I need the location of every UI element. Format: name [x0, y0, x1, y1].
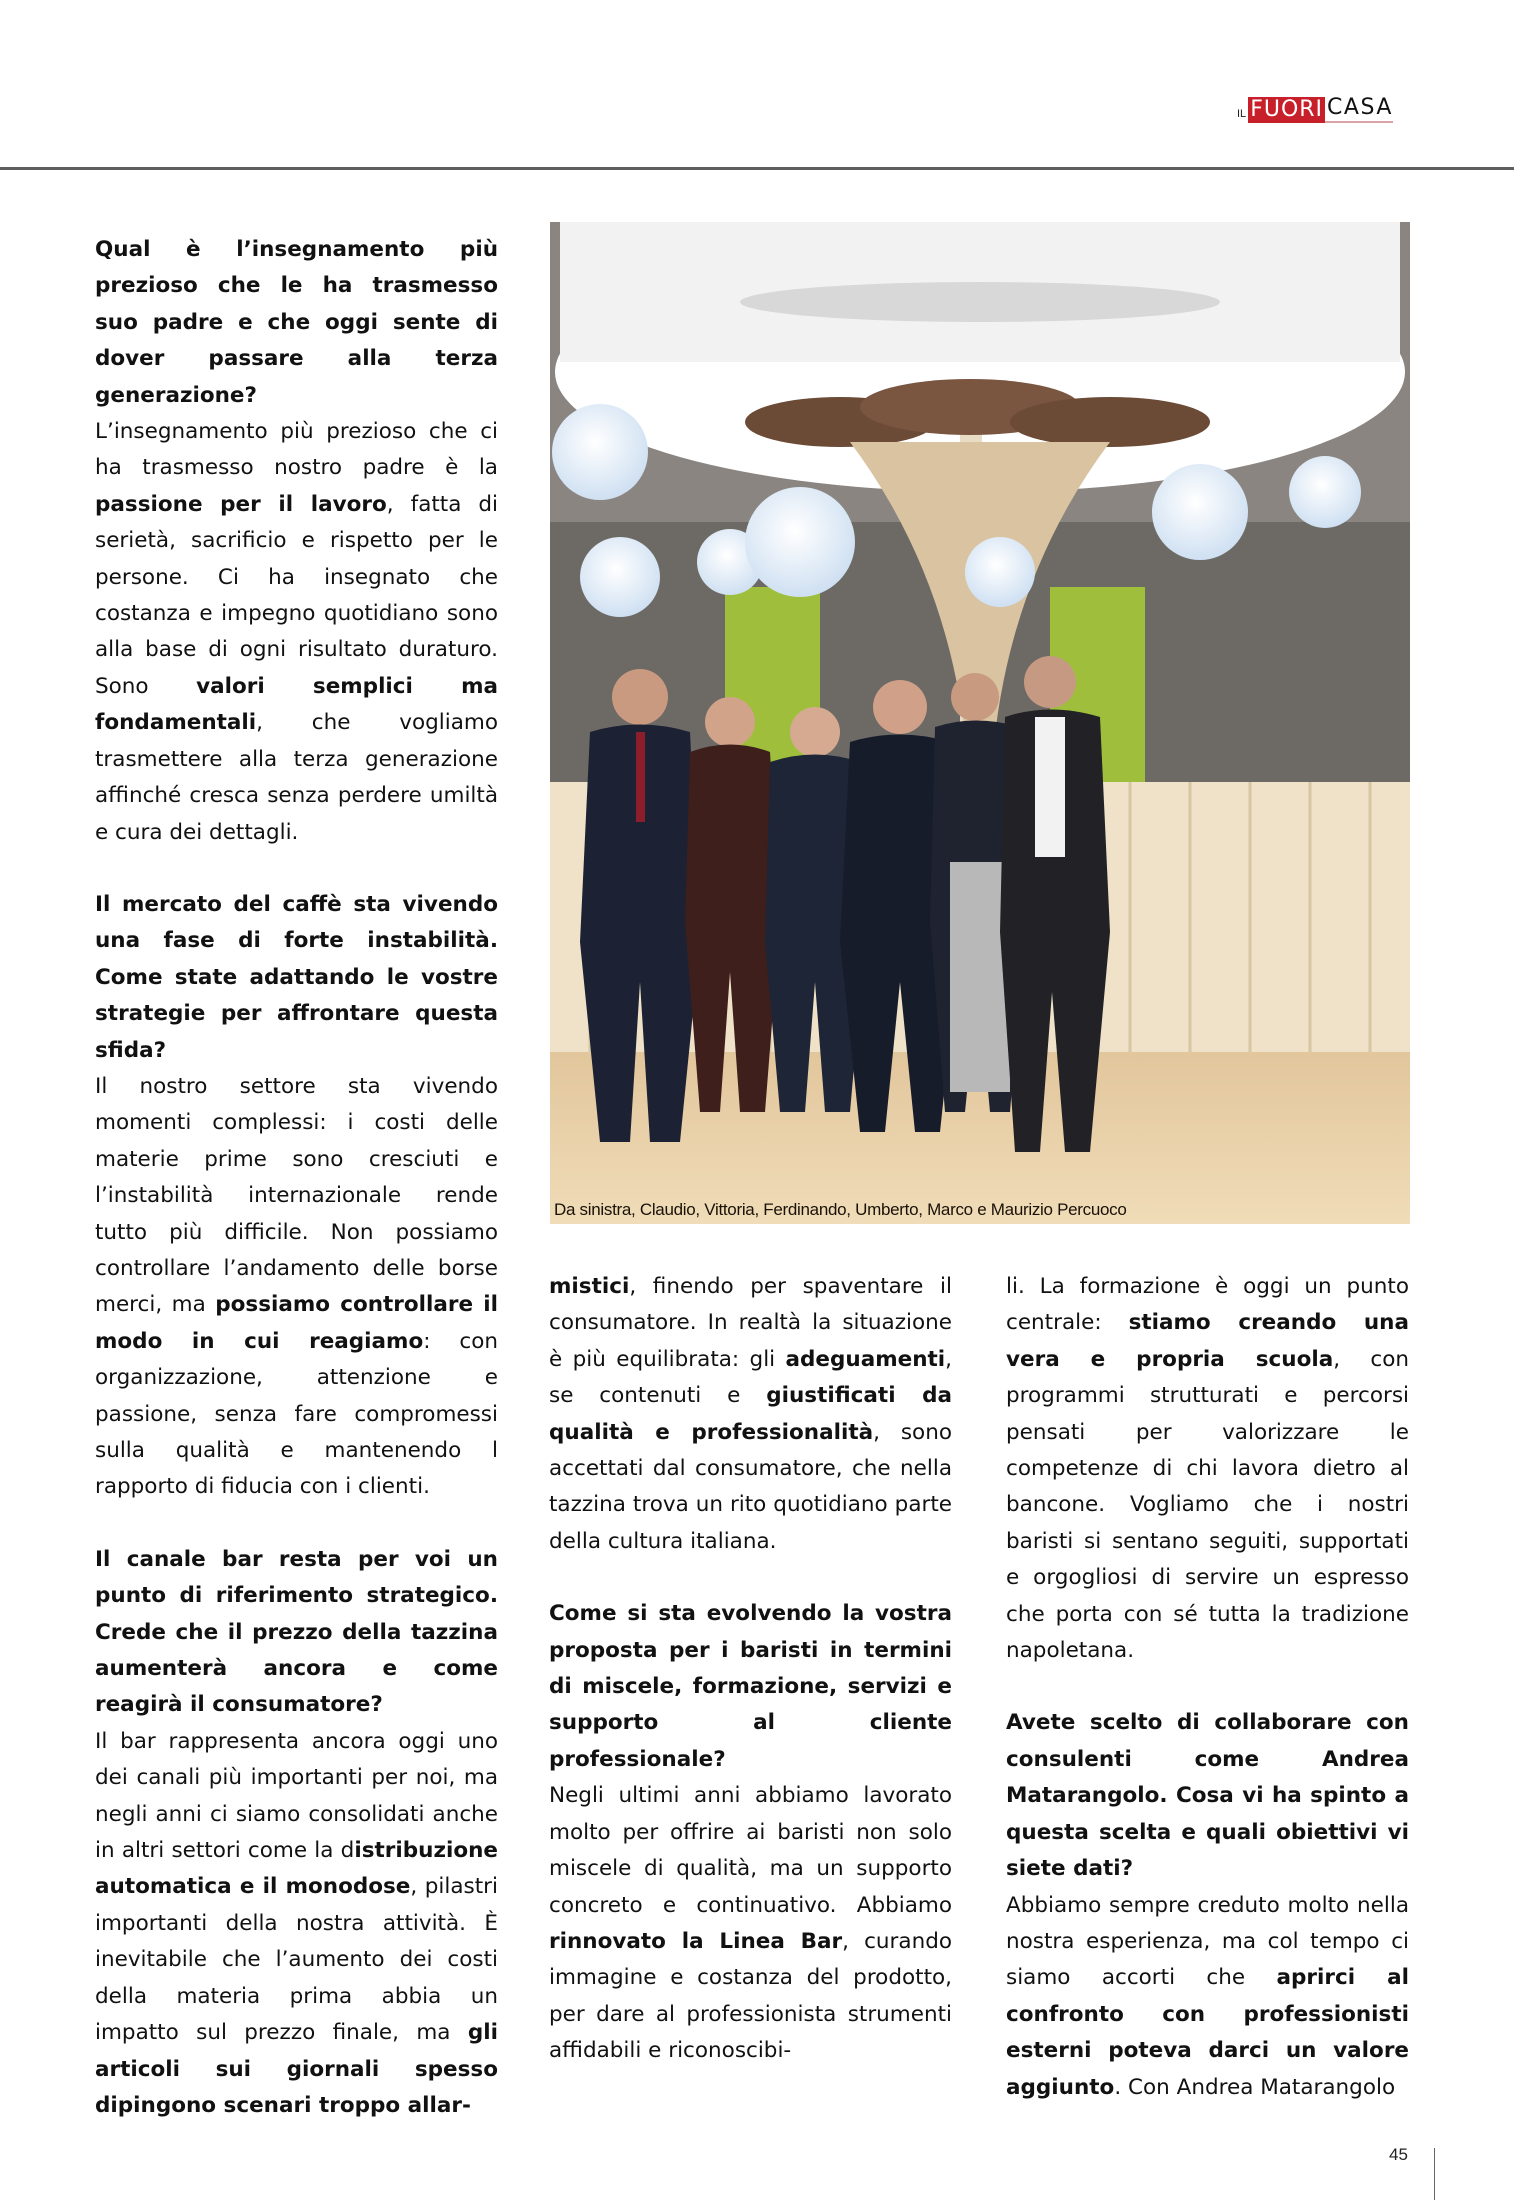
answer-1 — [95, 414, 498, 851]
answer-text: Il nostro settore sta vivendo momenti complessi: i costi delle materie prime sono cresciuti e l’instabilità internazionale rende tutto più difficile. Non possiamo controllare l’andamento delle borse merci, ma — [95, 1073, 498, 1318]
answer-highlight: stiamo creando una vera e propria scuola — [1006, 1310, 1409, 1372]
answer-text: , sono accettati dal consumatore, che nella tazzina trova un rito quotidiano parte della cultura italiana. — [549, 1419, 952, 1554]
question-4: Come si sta evolvendo la vostra proposta per i baristi in termini di miscele, formazione, servizi e supporto al cliente professionale? — [549, 1601, 952, 1772]
question-1: Qual è l’insegnamento più prezioso che le ha trasmesso suo padre e che oggi sente di dover passare alla terza generazione? — [95, 237, 498, 408]
answer-highlight: gli articoli sui giornali spesso dipingono scenari troppo allar- — [95, 2020, 498, 2118]
answer-5 — [1006, 1888, 1409, 2106]
answer-text: , se contenuti e — [549, 1346, 952, 1409]
answer-highlight: mistici — [549, 1274, 630, 1299]
answer-text: , con programmi strutturati e percorsi pensati per valorizzare le competenze di chi lavora dietro al bancone. Vogliamo che i nostri baristi si sentano seguiti, supportati e orgogliosi di servire un espresso che porta con sé tutta la tradizione napoletana. — [1006, 1346, 1409, 1664]
question-3: Il canale bar resta per voi un punto di riferimento strategico. Crede che il prezzo della tazzina aumenterà ancora e come reagirà il consumatore? — [95, 1546, 498, 1718]
answer-highlight: adeguamenti — [785, 1346, 946, 1372]
answer-text: , fatta di serietà, sacrificio e rispetto per le persone. Ci ha insegnato che costanza e impegno quotidiano sono alla base di ogni risultato duraturo. Sono — [95, 491, 499, 699]
page-number: 45 — [1389, 2145, 1408, 2164]
answer-4-continued — [1006, 1269, 1409, 1669]
article-column-1 — [95, 232, 498, 2124]
photo-caption: Da sinistra, Claudio, Vittoria, Ferdinando, Umberto, Marco e Maurizio Percuoco — [554, 1200, 1127, 1219]
answer-3-continued — [549, 1269, 952, 1560]
logo-casa: CASA — [1325, 95, 1393, 123]
logo-il: IL — [1237, 108, 1247, 120]
answer-text: L’insegnamento più prezioso che ci ha trasmesso nostro padre è la — [95, 419, 498, 481]
answer-highlight: giustificati da qualità e professionalità — [549, 1383, 952, 1445]
page-number-divider — [1434, 2148, 1435, 2200]
answer-highlight: rinnovato la Linea Bar — [549, 1928, 843, 1954]
header-divider — [0, 167, 1514, 170]
answer-highlight: valori semplici ma fondamentali — [95, 673, 498, 736]
answer-text: , curando immagine e costanza del prodotto, per dare al professionista strumenti affidabili e riconoscibi- — [549, 1928, 952, 2064]
answer-4 — [549, 1778, 952, 2069]
answer-highlight: passione per il lavoro — [95, 491, 387, 517]
article-column-2 — [549, 1269, 952, 2070]
answer-highlight: aprirci al confronto con professionisti esterni poteva darci un valore aggiunto — [1006, 1965, 1410, 2100]
answer-text: Il bar rappresenta ancora oggi uno dei canali più importanti per noi, ma negli anni ci siamo consolidati anche in altri settori come la d — [95, 1728, 498, 1864]
answer-text: Negli ultimi anni abbiamo lavorato molto per offrire ai baristi non solo miscele di qualità, ma un supporto concreto e continuativo. Abbiamo — [549, 1783, 952, 1918]
answer-text: , che vogliamo trasmettere alla terza generazione affinché cresca senza perdere umiltà e cura dei dettagli. — [95, 710, 498, 845]
answer-text: Abbiamo sempre creduto molto nella nostra esperienza, ma col tempo ci siamo accorti che — [1006, 1892, 1409, 1991]
logo-fuori: FUORI — [1250, 97, 1324, 122]
answer-text: , finendo per spaventare il consumatore. In realtà la situazione è più equilibrata: gli — [549, 1274, 952, 1372]
answer-text: li. La formazione è oggi un punto centrale: — [1006, 1274, 1409, 1336]
group-photo — [550, 222, 1410, 1224]
answer-2 — [95, 1069, 498, 1506]
answer-text: , pilastri importanti della nostra attività. È inevitabile che l’aumento dei costi della materia prima abbia un impatto sul prezzo finale, ma — [95, 1874, 498, 2046]
photo-illustration — [550, 222, 1410, 1224]
question-5: Avete scelto di collaborare con consulenti come Andrea Matarangolo. Cosa vi ha spinto a questa scelta e quali obiettivi vi siete dati? — [1006, 1710, 1409, 1882]
answer-text: : con organizzazione, attenzione e passione, senza fare compromessi sulla qualità e mantenendo l rapporto di fiducia con i clienti. — [95, 1328, 498, 1500]
answer-text: . Con Andrea Matarangolo — [1114, 2074, 1396, 2100]
article-column-3 — [1006, 1269, 1409, 2106]
answer-3 — [95, 1724, 498, 2124]
magazine-logo — [1237, 95, 1393, 123]
answer-highlight: possiamo controllare il modo in cui reagiamo — [95, 1292, 498, 1354]
question-2: Il mercato del caffè sta vivendo una fase di forte instabilità. Come state adattando le vostre strategie per affrontare questa sfida? — [95, 891, 498, 1063]
answer-highlight: istribuzione automatica e il monodose — [95, 1838, 498, 1900]
